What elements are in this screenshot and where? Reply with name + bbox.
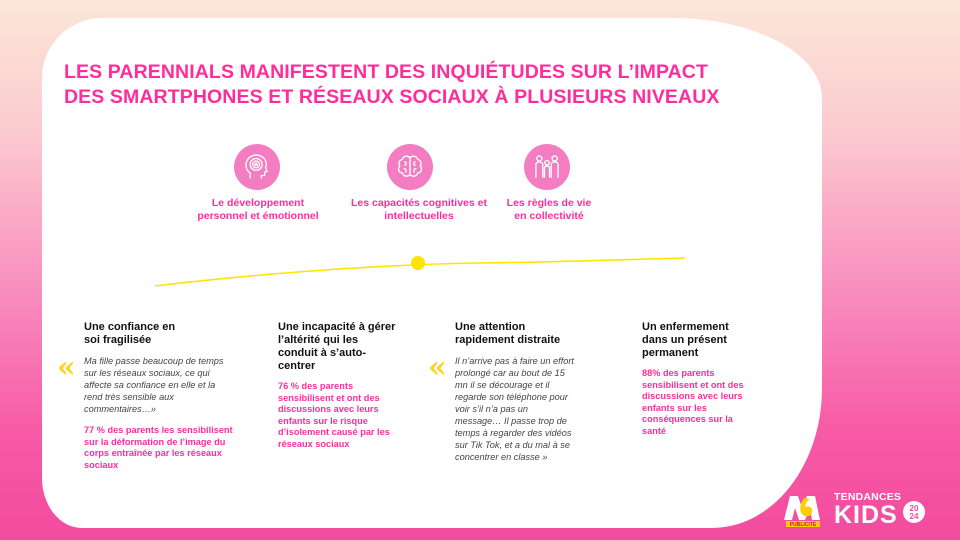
family-group-icon [524,144,570,190]
column-otherness [278,321,398,450]
timeline-marker [411,256,425,270]
category-label-development: Le développement personnel et émotionnel [197,197,319,222]
quote-mark-icon: « [428,350,447,385]
column-heading: Une incapacité à gérer l’altérité qui les conduit à s’auto-centrer [278,321,396,372]
column-attention [455,321,577,473]
brain-icon [387,144,433,190]
title-line-2: DES SMARTPHONES ET RÉSEAUX SOCIAUX À PLUSIEURS NIVEAUX [64,86,720,108]
year-top: 20 [909,504,919,513]
m6-sub-label: PUBLICITÉ [789,522,817,528]
column-heading: Un enfermement dans un présent permanent [642,321,729,359]
brand-tendances: TENDANCES [834,491,902,503]
head-target-icon [234,144,280,190]
column-heading: Une confiance en soi fragilisée [84,321,176,346]
column-heading: Une attention rapidement distraite [455,321,561,346]
quote-mark-icon: « [57,350,76,385]
year-bottom: 24 [909,512,919,521]
brand-kids: KIDS [834,501,898,529]
category-label-cognitive: Les capacités cognitives et intellectuelles [351,197,487,222]
column-stat: 77 % des parents les sensibilisent sur la déformation de l’image du corps entraînée par les réseaux sociaux [84,425,233,470]
column-quote: Il n’arrive pas à faire un effort prolongé car au bout de 15 mn il se décourage et il regarde son téléphone pour voir s’il n’a pas un message… Il passe trop de temps à regarder des vidéos sur Tik Tok, et a du mal à se concentrer en classe » [455,356,574,462]
column-present [642,321,754,437]
tendances-kids-logo [834,491,919,529]
year-badge [902,500,926,524]
column-quote: Ma fille passe beaucoup de temps sur les réseaux sociaux, ce qui affecte sa confiance en elle et la rend très sensible aux commentaires…» [84,356,224,414]
column-stat: 76 % des parents sensibilisent et ont des discussions avec leurs enfants sur le risque d’isolement causé par les réseaux sociaux [278,381,390,449]
title-line-1: LES PARENNIALS MANIFESTENT DES INQUIÉTUDES SUR L’IMPACT [64,61,708,83]
page-title [64,60,784,110]
m6-publicite-logo [780,492,830,528]
category-label-collective: Les règles de vie en collectivité [506,197,592,222]
column-stat: 88% des parents sensibilisent et ont des discussions avec leurs enfants sur les conséquences sur la santé [642,368,744,436]
timeline-curve [150,250,690,290]
column-self-confidence [84,321,234,471]
